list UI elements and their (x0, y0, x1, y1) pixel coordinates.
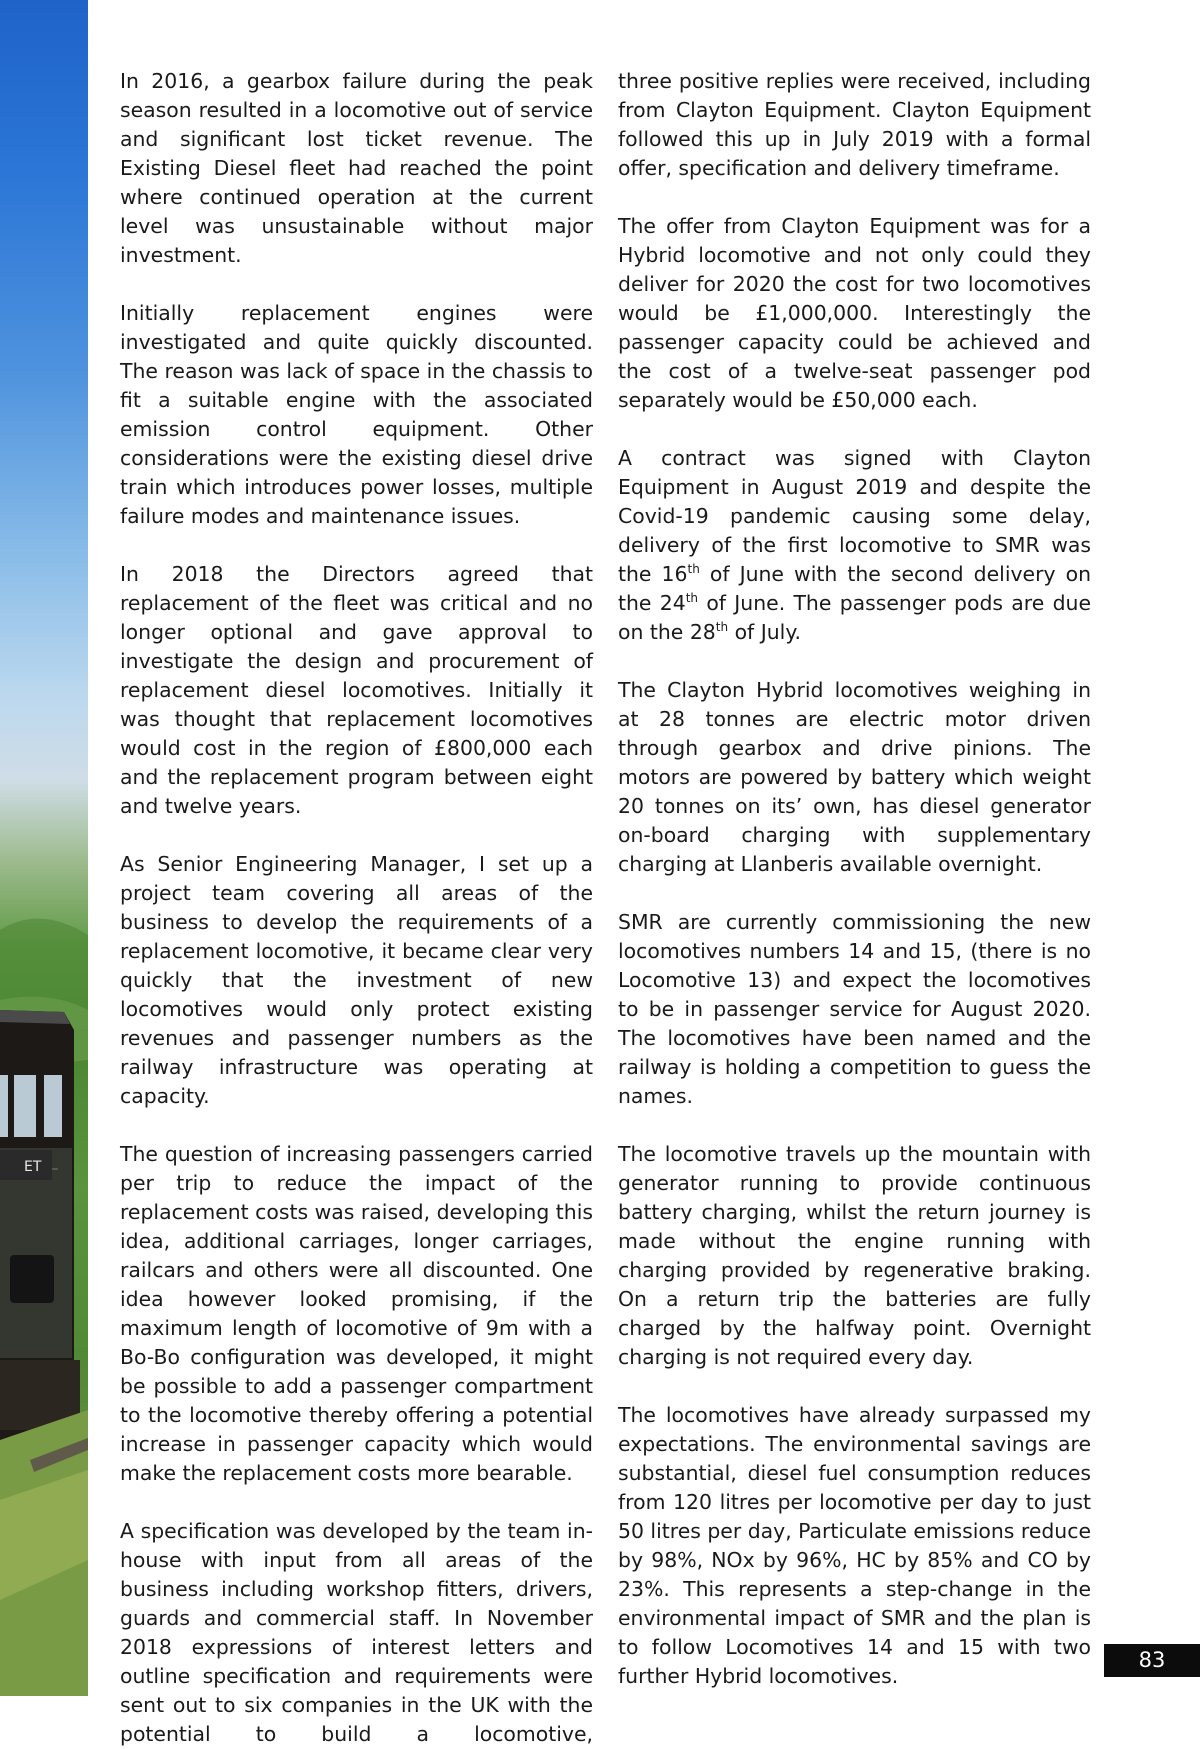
page-number: 83 (1104, 1644, 1200, 1677)
locomotive-sign: ET (24, 1159, 42, 1175)
body-paragraph: The locomotive travels up the mountain with generator running to provide continuous battery charging, whilst the return journey is made without the engine running with charging provided by regenerative braking. On a return trip the batteries are fully charged by the halfway point. Overnight charging is not required every day. (618, 1142, 1091, 1369)
body-paragraph: The Clayton Hybrid locomotives weighing in at 28 tonnes are electric motor driven through gearbox and drive pinions. The motors are powered by battery which weight 20 tonnes on its’ own, has diesel generator on-board charging with supplementary charging at Llanberis available overnight. (618, 678, 1091, 876)
body-paragraph: A specification was developed by the team in-house with input from all areas of the business including workshop fitters, drivers, guards and commercial staff. In November 2018 expressions of interest letters and outline specification and requirements were sent out to six companies in the UK with the potential to build a locomotive, (120, 1519, 593, 1746)
left-text-column (120, 67, 593, 1749)
mountain-railway-photo (0, 0, 88, 1696)
ordinal-suffix: th (715, 620, 729, 634)
body-paragraph: Initially replacement engines were investigated and quite quickly discounted. The reason was lack of space in the chassis to fit a suitable engine with the associated emission control equipment. Other considerations were the existing diesel drive train which introduces power losses, multiple failure modes and maintenance issues. (120, 301, 593, 528)
text-run: of June. The passenger pods are due on the 28 (618, 591, 1091, 644)
text-run: of July. (728, 620, 801, 644)
ordinal-suffix: th (685, 591, 699, 605)
ordinal-suffix: th (687, 562, 700, 576)
body-paragraph: three positive replies were received, including from Clayton Equipment. Clayton Equipment followed this up in July 2019 with a formal offer, specification and delivery timeframe. (618, 69, 1091, 180)
body-paragraph: In 2016, a gearbox failure during the peak season resulted in a locomotive out of service and significant lost ticket revenue. The Existing Diesel fleet had reached the point where continued operation at the current level was unsustainable without major investment. (120, 69, 593, 267)
text-run: A contract was signed with Clayton Equipment in August 2019 and despite the Covid-19 pandemic causing some delay, delivery of the first locomotive to SMR was the 16 (618, 446, 1091, 586)
right-text-column (618, 67, 1091, 1691)
body-paragraph: As Senior Engineering Manager, I set up a project team covering all areas of the business to develop the requirements of a replacement locomotive, it became clear very quickly that the investment of new locomotives would only protect existing revenues and passenger numbers as the railway infrastructure was operating at capacity. (120, 852, 593, 1108)
body-paragraph-delivery-dates (618, 444, 1091, 647)
body-paragraph: SMR are currently commissioning the new locomotives numbers 14 and 15, (there is no Locomotive 13) and expect the locomotives to be in passenger service for August 2020. The locomotives have been named and the railway is holding a competition to guess the names. (618, 910, 1091, 1108)
body-paragraph: In 2018 the Directors agreed that replacement of the fleet was critical and no longer optional and gave approval to investigate the design and procurement of replacement diesel locomotives. Initially it was thought that replacement locomotives would cost in the region of £800,000 each and the replacement program between eight and twelve years. (120, 562, 593, 818)
body-paragraph: The question of increasing passengers carried per trip to reduce the impact of the replacement costs was raised, developing this idea, additional carriages, longer carriages, railcars and others were all discounted. One idea however looked promising, if the maximum length of locomotive of 9m with a Bo-Bo configuration was developed, it might be possible to add a passenger compartment to the locomotive thereby offering a potential increase in passenger capacity which would make the replacement costs more bearable. (120, 1142, 593, 1485)
text-run: of June with the second delivery on the 24 (618, 562, 1091, 615)
body-paragraph: The offer from Clayton Equipment was for a Hybrid locomotive and not only could they deliver for 2020 the cost for two locomotives would be £1,000,000. Interestingly the passenger capacity could be achieved and the cost of a twelve-seat passenger pod separately would be £50,000 each. (618, 214, 1091, 412)
body-paragraph: The locomotives have already surpassed my expectations. The environmental savings are substantial, diesel fuel consumption reduces from 120 litres per locomotive per day to just 50 litres per day, Particulate emissions reduce by 98%, NOx by 96%, HC by 85% and CO by 23%. This represents a step-change in the environmental impact of SMR and the plan is to follow Locomotives 14 and 15 with two further Hybrid locomotives. (618, 1403, 1091, 1688)
photo-illustration (0, 0, 88, 1696)
